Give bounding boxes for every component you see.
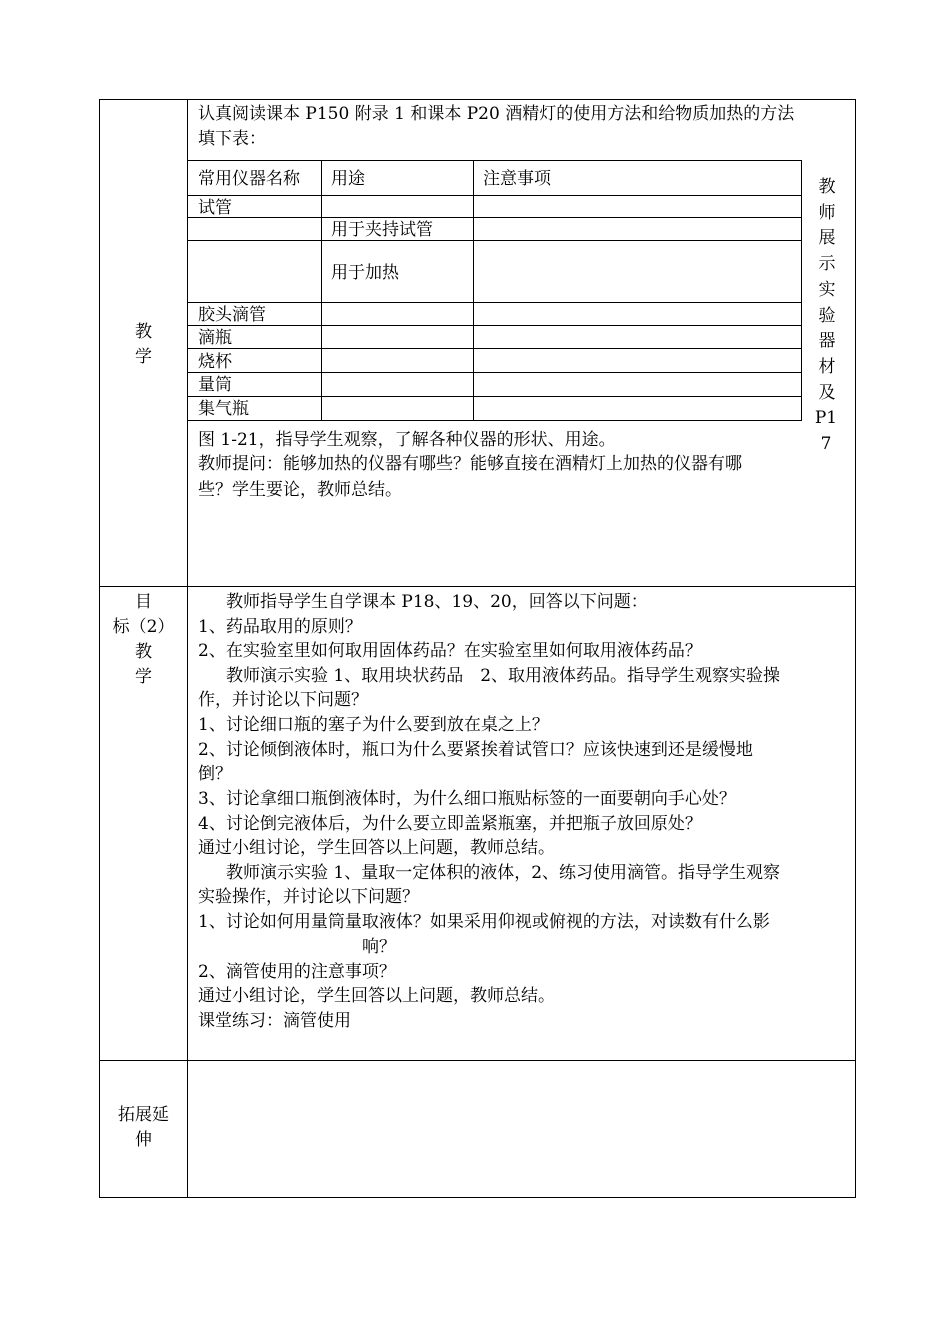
- side-char: P17: [814, 408, 838, 455]
- intro-line: 填下表：: [198, 129, 266, 149]
- label-line: 学: [135, 347, 152, 367]
- side-note: [815, 175, 839, 458]
- label-line: 教: [135, 642, 152, 662]
- label-line: 标（2）: [112, 617, 175, 637]
- body-line: 些？学生要论，教师总结。: [198, 480, 402, 500]
- section-label-extend: [100, 1103, 187, 1153]
- section-label-goal2: [100, 590, 187, 690]
- section-label-teach: [100, 320, 187, 370]
- table-cell: 量筒: [198, 375, 232, 395]
- body-line: 4、讨论倒完液体后，为什么要立即盖紧瓶塞，并把瓶子放回原处？: [198, 814, 702, 834]
- body-line: 2、在实验室里如何取用固体药品？在实验室里如何取用液体药品？: [198, 641, 702, 661]
- table-cell: 烧杯: [198, 352, 232, 372]
- table-cell: 滴瓶: [198, 328, 232, 348]
- side-char: 展: [818, 228, 836, 249]
- table-cell: 试管: [198, 198, 232, 218]
- label-line: 教: [135, 322, 152, 342]
- body-line: 1、讨论如何用量筒量取液体？如果采用仰视或俯视的方法，对读数有什么影: [198, 912, 770, 932]
- body-line: 实验操作，并讨论以下问题？: [198, 887, 419, 907]
- table-header: 用途: [331, 169, 365, 189]
- table-cell: 用于加热: [331, 263, 399, 283]
- label-line: 学: [135, 667, 152, 687]
- body-line: 1、药品取用的原则？: [198, 617, 362, 637]
- label-line: 拓展延: [118, 1105, 169, 1125]
- body-line: 教师提问：能够加热的仪器有哪些？能够直接在酒精灯上加热的仪器有哪: [198, 454, 742, 474]
- side-char: 教: [818, 177, 836, 197]
- side-char: 器: [818, 331, 836, 352]
- side-char: 材: [818, 356, 836, 377]
- body-line: 1、讨论细口瓶的塞子为什么要到放在桌之上？: [198, 715, 549, 735]
- side-char: 验: [818, 305, 836, 326]
- body-line: 2、滴管使用的注意事项？: [198, 962, 396, 982]
- body-line: 3、讨论拿细口瓶倒液体时，为什么细口瓶贴标签的一面要朝向手心处？: [198, 789, 736, 809]
- body-line: 响？: [362, 937, 396, 957]
- body-line: 2、讨论倾倒液体时，瓶口为什么要紧挨着试管口？应该快速到还是缓慢地: [198, 740, 753, 760]
- body-line: 教师演示实验 1、取用块状药品 2、取用液体药品。指导学生观察实验操: [226, 666, 781, 686]
- body-line: 教师指导学生自学课本 P18、19、20，回答以下问题：: [226, 592, 648, 612]
- label-line: 目: [135, 592, 152, 612]
- table-cell: 用于夹持试管: [331, 220, 433, 240]
- table-cell: 集气瓶: [198, 399, 249, 419]
- body-line: 通过小组讨论，学生回答以上问题，教师总结。: [198, 838, 555, 858]
- body-line: 图 1-21，指导学生观察，了解各种仪器的形状、用途。: [198, 430, 616, 450]
- side-char: 实: [818, 279, 836, 300]
- body-line: 通过小组讨论，学生回答以上问题，教师总结。: [198, 986, 555, 1006]
- table-cell: 胶头滴管: [198, 305, 266, 325]
- side-char: 及: [818, 382, 836, 403]
- side-char: 师: [818, 202, 836, 223]
- table-header: 常用仪器名称: [198, 169, 300, 189]
- body-line: 作，并讨论以下问题？: [198, 690, 368, 710]
- side-char: 示: [818, 254, 836, 275]
- label-line: 伸: [135, 1130, 152, 1150]
- body-line: 课堂练习：滴管使用: [198, 1011, 351, 1031]
- body-line: 倒？: [198, 764, 232, 784]
- body-line: 教师演示实验 1、量取一定体积的液体，2、练习使用滴管。指导学生观察: [226, 863, 781, 883]
- table-header: 注意事项: [483, 169, 551, 189]
- intro-line: 认真阅读课本 P150 附录 1 和课本 P20 酒精灯的使用方法和给物质加热的方法: [198, 104, 795, 124]
